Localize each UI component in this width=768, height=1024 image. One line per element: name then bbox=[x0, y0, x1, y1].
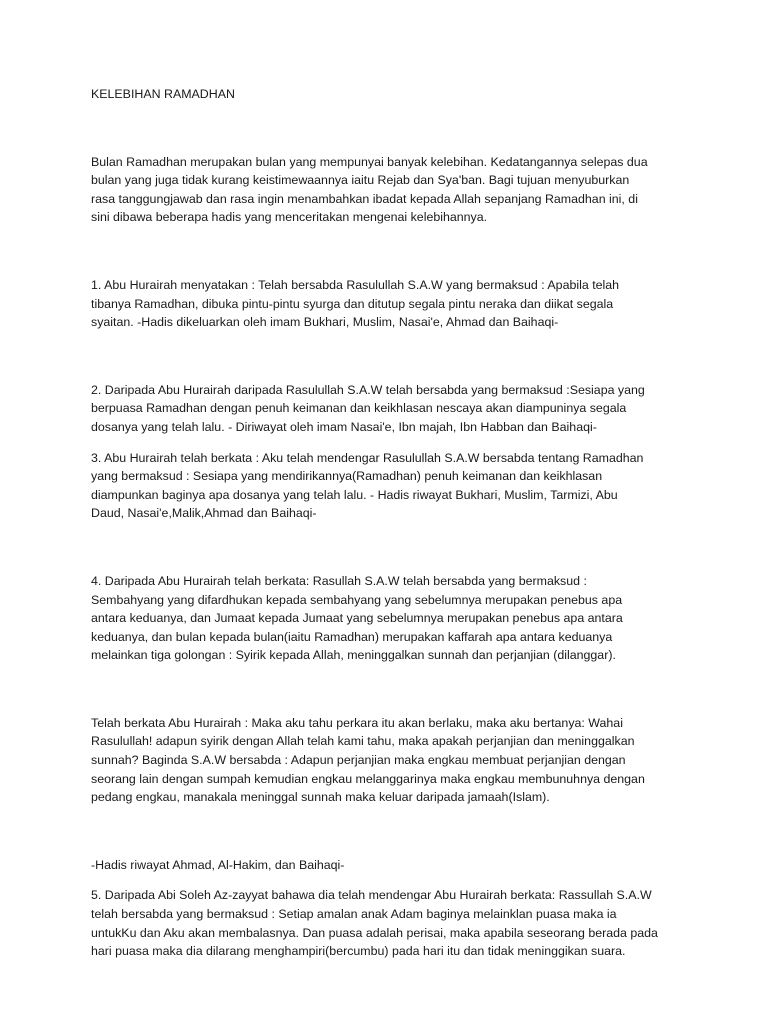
paragraph-line: pedang engkau, manakala meninggal sunnah maka keluar daripada jamaah(Islam). bbox=[91, 790, 550, 805]
hadith-item-1 bbox=[91, 276, 683, 332]
hadith-item-2 bbox=[91, 381, 683, 437]
spacer bbox=[91, 104, 683, 153]
paragraph-line: hari puasa maka dia dilarang menghampiri(bercumbu) pada hari itu dan tidak meninggikan suara. bbox=[91, 944, 626, 959]
paragraph-line: diampunkan baginya apa dosanya yang telah lalu. - Hadis riwayat Bukhari, Muslim, Tarmizi, Abu bbox=[91, 487, 618, 502]
paragraph-line: tibanya Ramadhan, dibuka pintu-pintu syurga dan ditutup segala pintu neraka dan diikat segala bbox=[91, 296, 614, 311]
paragraph-line: bulan yang juga tidak kurang keistimewaannya iaitu Rejab dan Sya'ban. Bagi tujuan menyuburkan bbox=[91, 173, 630, 188]
paragraph-line: sini dibawa beberapa hadis yang menceritakan mengenai kelebihannya. bbox=[91, 210, 488, 225]
paragraph-line: 1. Abu Hurairah menyatakan : Telah bersabda Rasulullah S.A.W yang bermaksud : Apabila telah bbox=[91, 277, 620, 292]
hadith-item-3 bbox=[91, 449, 683, 523]
hadith-item-4-continuation bbox=[91, 714, 683, 807]
paragraph-line: seorang lain dengan sumpah kemudian engkau melanggarinya maka engkau membunuhnya dengan bbox=[91, 771, 645, 786]
paragraph-line: rasa tanggungjawab dan rasa ingin menambahkan ibadat kepada Allah sepanjang Ramadhan ini, di bbox=[91, 191, 638, 206]
hadith-item-4-source: -Hadis riwayat Ahmad, Al-Hakim, dan Baihaqi- bbox=[91, 857, 345, 872]
paragraph-line: dosanya yang telah lalu. - Diriwayat oleh imam Nasai'e, Ibn majah, Ibn Habban dan Baihaqi- bbox=[91, 419, 597, 434]
spacer bbox=[91, 332, 683, 381]
paragraph-line: sunnah? Baginda S.A.W bersabda : Adapun perjanjian maka engkau membuat perjanjian dengan bbox=[91, 753, 626, 768]
paragraph-line: Telah berkata Abu Hurairah : Maka aku tahu perkara itu akan berlaku, maka aku bertanya: Wahai bbox=[91, 715, 623, 730]
hadith-item-5 bbox=[91, 886, 683, 960]
document-body bbox=[91, 85, 683, 961]
paragraph-line: 2. Daripada Abu Hurairah daripada Rasulullah S.A.W telah bersabda yang bermaksud :Sesiapa yang bbox=[91, 382, 645, 397]
spacer bbox=[91, 874, 683, 886]
hadith-item-4 bbox=[91, 572, 683, 665]
intro-paragraph bbox=[91, 153, 683, 227]
paragraph-line: melainkan tiga golongan : Syirik kepada Allah, meninggalkan sunnah dan perjanjian (dilanggar). bbox=[91, 648, 616, 663]
paragraph-line: telah bersabda yang bermaksud : Setiap amalan anak Adam baginya melainklan puasa maka ia bbox=[91, 907, 617, 922]
paragraph-line: 4. Daripada Abu Hurairah telah berkata: Rasullah S.A.W telah bersabda yang bermaksud : bbox=[91, 573, 587, 588]
paragraph-line: 3. Abu Hurairah telah berkata : Aku telah mendengar Rasulullah S.A.W bersabda tentang Ramadhan bbox=[91, 450, 644, 465]
document-title: KELEBIHAN RAMADHAN bbox=[91, 87, 235, 101]
paragraph-line: Daud, Nasai'e,Malik,Ahmad dan Baihaqi- bbox=[91, 506, 317, 521]
spacer bbox=[91, 807, 683, 856]
paragraph-line: syaitan. -Hadis dikeluarkan oleh imam Bukhari, Muslim, Nasai'e, Ahmad dan Baihaqi- bbox=[91, 315, 559, 330]
paragraph-line: Rasulullah! adapun syirik dengan Allah telah kami tahu, maka apakah perjanjian dan meninggalkan bbox=[91, 734, 635, 749]
spacer bbox=[91, 227, 683, 276]
paragraph-line: antara keduanya, dan Jumaat kepada Jumaat yang sebelumnya merupakan penebus apa antara bbox=[91, 611, 623, 626]
paragraph-line: berpuasa Ramadhan dengan penuh keimanan dan keikhlasan nescaya akan diampuninya segala bbox=[91, 401, 627, 416]
spacer bbox=[91, 437, 683, 449]
paragraph-line: untukKu dan Aku akan membalasnya. Dan puasa adalah perisai, maka apabila seseorang berada pada bbox=[91, 925, 658, 940]
paragraph-line: Bulan Ramadhan merupakan bulan yang mempunyai banyak kelebihan. Kedatangannya selepas dua bbox=[91, 154, 648, 169]
paragraph-line: yang bermaksud : Sesiapa yang mendirikannya(Ramadhan) penuh keimanan dan keikhlasan bbox=[91, 469, 603, 484]
paragraph-line: Sembahyang yang difardhukan kepada sembahyang yang sebelumnya merupakan penebus apa bbox=[91, 592, 623, 607]
spacer bbox=[91, 665, 683, 714]
spacer bbox=[91, 523, 683, 572]
paragraph-line: 5. Daripada Abi Soleh Az-zayyat bahawa dia telah mendengar Abu Hurairah berkata: Rassullah S.A.W bbox=[91, 888, 652, 903]
paragraph-line: keduanya, dan bulan kepada bulan(iaitu Ramadhan) merupakan kaffarah apa antara keduanya bbox=[91, 629, 613, 644]
